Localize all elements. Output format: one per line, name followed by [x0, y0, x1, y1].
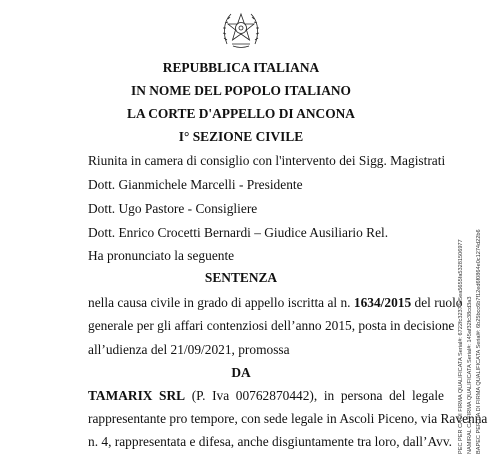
header-section: I° SEZIONE CIVILE — [178, 129, 304, 144]
signature-pec: PEC PER CA DI FIRMA QUALIFICATA Serial#: 6722fc32373e5ea5655fa53281506977 — [458, 239, 464, 454]
case-line-3: all’udienza del 21/09/2021, promossa — [88, 342, 290, 357]
case-text-end: del ruolo — [414, 295, 463, 310]
sentenza-title: SENTENZA — [204, 270, 278, 285]
case-line-1 — [88, 295, 463, 311]
party-name: TAMARIX SRL — [88, 388, 186, 403]
header-court: LA CORTE D'APPELLO DI ANCONA — [127, 106, 355, 121]
judge-rapporteur: Dott. Enrico Crocetti Bernardi – Giudice Ausiliario Rel. — [88, 225, 389, 240]
case-line-2: generale per gli affari contenziosi dell’anno 2015, posta in decisione — [88, 318, 455, 333]
party-line-3: n. 4, rappresentata e difesa, anche disgiuntamente tra loro, dall’Avv. — [88, 434, 453, 449]
da-title: DA — [231, 365, 251, 380]
header-republic: REPUBBLICA ITALIANA — [162, 60, 320, 75]
intro-pronounced: Ha pronunciato la seguente — [88, 248, 235, 263]
italian-republic-emblem-icon — [221, 6, 261, 50]
signature-bapec: BAPEC PER CA DI FIRMA QUALIFICATA Serial#: 6b25bcc6b7f12ed6f0864e0c1274d22b6 — [476, 229, 482, 454]
party-line-1 — [88, 388, 444, 404]
intro-riunita: Riunita in camera di consiglio con l'intervento dei Sigg. Magistrati — [88, 153, 446, 168]
party-vat: (P. Iva 00762870442), in persona del legale — [191, 388, 444, 403]
case-number: 1634/2015 — [353, 295, 412, 310]
signature-namiral: NAMIRAL CA FIRMA QUALIFICATA Serial#: 145af32fc38cd3a3 — [467, 296, 473, 454]
judge-councillor: Dott. Ugo Pastore - Consigliere — [88, 201, 258, 216]
header-people: IN NOME DEL POPOLO ITALIANO — [131, 83, 351, 98]
case-text: nella causa civile in grado di appello iscritta al n. — [88, 295, 351, 310]
party-line-2: rappresentante pro tempore, con sede legale in Ascoli Piceno, via Ravenna — [88, 411, 488, 426]
judge-president: Dott. Gianmichele Marcelli - Presidente — [88, 177, 303, 192]
